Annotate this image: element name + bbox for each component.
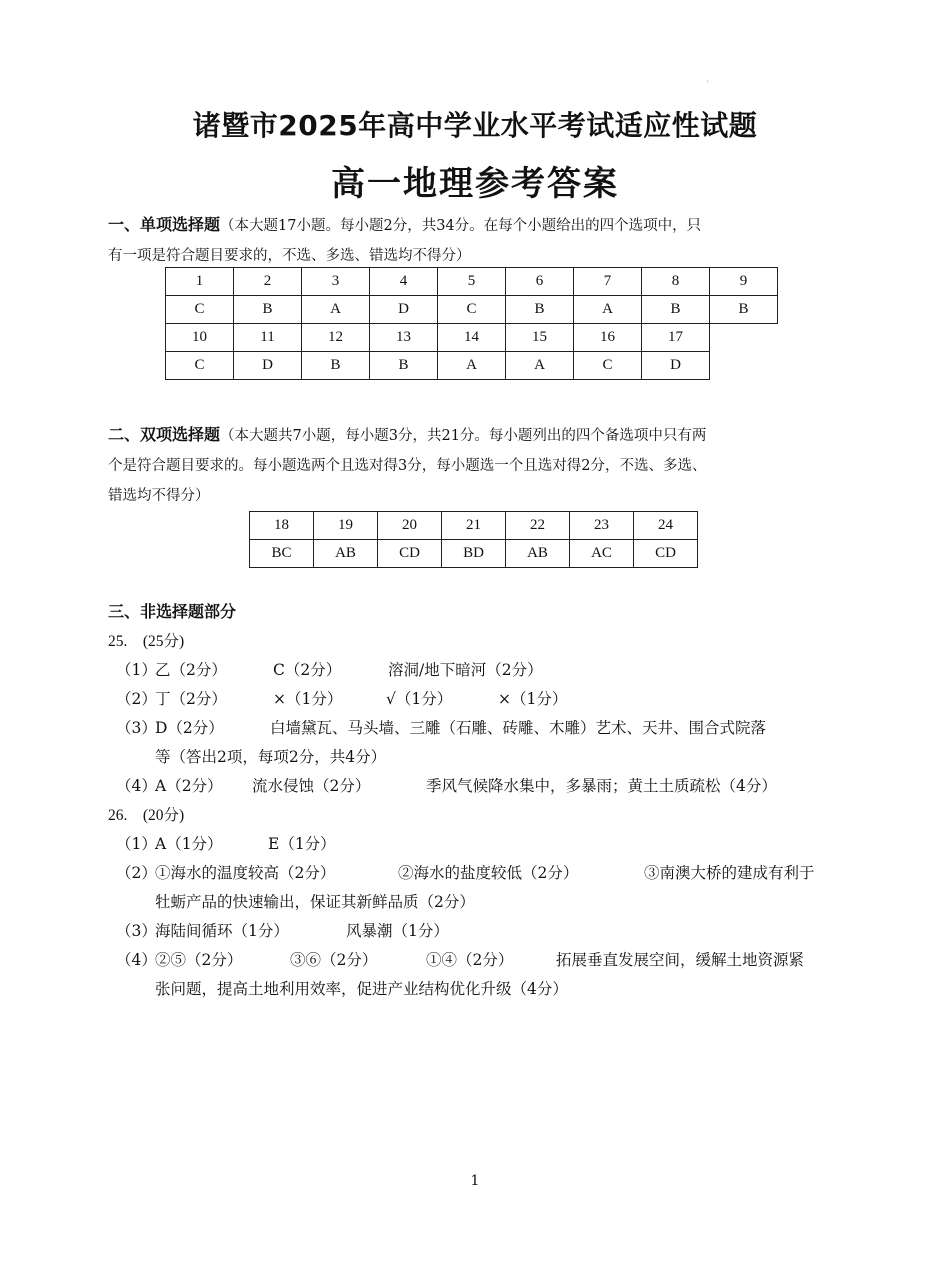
table-cell: 6: [506, 268, 574, 296]
section2-answer-table: [249, 511, 698, 568]
q25-p1-c: 溶洞/地下暗河（2分）: [388, 661, 543, 679]
q26-p4-d: 拓展垂直发展空间，缓解土地资源紧: [556, 951, 805, 969]
q25-p1-label: （1）: [116, 661, 157, 679]
section2-desc-line3: 错选均不得分）: [108, 488, 210, 504]
section1-title: 一、单项选择题: [108, 215, 221, 234]
table-cell: A: [574, 296, 642, 324]
table-cell: 8: [642, 268, 710, 296]
empty-cell: [710, 324, 778, 352]
scan-mark: `: [706, 80, 710, 89]
table-cell: 2: [234, 268, 302, 296]
q26-p2-cont: 牡蛎产品的快速输出，保证其新鲜品质（2分）: [155, 893, 475, 911]
section2-intro: [108, 420, 706, 511]
table-cell: 7: [574, 268, 642, 296]
table-cell: AC: [570, 540, 634, 568]
table-cell: B: [234, 296, 302, 324]
section2-desc-line2: 个是符合题目要求的。每小题选两个且选对得3分，每小题选一个且选对得2分，不选、多选、: [108, 458, 707, 474]
table-cell: D: [234, 352, 302, 380]
q25-p2-b: ×（1分）: [273, 690, 343, 708]
table-cell: A: [438, 352, 506, 380]
table-cell: C: [438, 296, 506, 324]
q26-p1-a: A（1分）: [155, 835, 223, 853]
section3-title: 三、非选择题部分: [108, 602, 237, 621]
q26-p2-b: ②海水的盐度较低（2分）: [398, 864, 579, 882]
table-cell: AB: [314, 540, 378, 568]
table-cell: BC: [250, 540, 314, 568]
table-row: [166, 324, 778, 352]
section2-desc-line1: （本大题共7小题，每小题3分，共21分。每小题列出的四个备选项中只有两: [220, 428, 707, 444]
q25-p1-a: 乙（2分）: [155, 661, 227, 679]
table-cell: B: [710, 296, 778, 324]
table-cell: 14: [438, 324, 506, 352]
table-cell: AB: [506, 540, 570, 568]
q26-p2-a: ①海水的温度较高（2分）: [155, 864, 336, 882]
table-cell: D: [642, 352, 710, 380]
table-cell: 4: [370, 268, 438, 296]
table-cell: 10: [166, 324, 234, 352]
q26-p4-c: ①④（2分）: [426, 951, 514, 969]
q26-p1-label: （1）: [116, 835, 157, 853]
q26-p2-label: （2）: [116, 864, 157, 882]
q25-p2-d: ×（1分）: [498, 690, 568, 708]
section1-desc-line2: 有一项是符合题目要求的，不选、多选、错选均不得分）: [108, 248, 471, 264]
table-cell: 5: [438, 268, 506, 296]
table-cell: 21: [442, 512, 506, 540]
table-cell: B: [642, 296, 710, 324]
table-cell: 18: [250, 512, 314, 540]
table-cell: 16: [574, 324, 642, 352]
q25-header: 25. (25分): [108, 633, 185, 650]
table-cell: A: [302, 296, 370, 324]
q26-p4-b: ③⑥（2分）: [290, 951, 378, 969]
exam-title: 诸暨市2025年高中学业水平考试适应性试题: [192, 109, 758, 142]
q25-p2-c: √（1分）: [386, 690, 453, 708]
table-cell: D: [370, 296, 438, 324]
table-cell: A: [506, 352, 574, 380]
q25-p2-a: 丁（2分）: [155, 690, 227, 708]
table-row: [166, 296, 778, 324]
table-cell: 13: [370, 324, 438, 352]
table-cell: 12: [302, 324, 370, 352]
q25-p4-label: （4）: [116, 777, 157, 795]
q25-p4-b: 流水侵蚀（2分）: [252, 777, 371, 795]
q25-p4-a: A（2分）: [155, 777, 223, 795]
q26-header: 26. (20分): [108, 807, 185, 824]
q26-p4-cont: 张问题，提高土地利用效率，促进产业结构优化升级（4分）: [155, 980, 568, 998]
q26-p3-a: 海陆间循环（1分）: [155, 922, 289, 940]
table-cell: 19: [314, 512, 378, 540]
q26-p3-b: 风暴潮（1分）: [346, 922, 449, 940]
q25-p1-b: C（2分）: [273, 661, 342, 679]
section2-title: 二、双项选择题: [108, 425, 221, 444]
table-cell: C: [166, 296, 234, 324]
q25-p3-a: D（2分）: [155, 719, 224, 737]
q26-p4-label: （4）: [116, 951, 157, 969]
table-cell: 22: [506, 512, 570, 540]
q25-p3-b: 白墙黛瓦、马头墙、三雕（石雕、砖雕、木雕）艺术、天井、围合式院落: [270, 719, 767, 737]
page-number: 1: [470, 1173, 480, 1189]
table-cell: 1: [166, 268, 234, 296]
table-cell: 17: [642, 324, 710, 352]
table-cell: C: [574, 352, 642, 380]
q26-p4-a: ②⑤（2分）: [155, 951, 243, 969]
table-cell: 11: [234, 324, 302, 352]
table-cell: B: [370, 352, 438, 380]
table-cell: 23: [570, 512, 634, 540]
q25-p2-label: （2）: [116, 690, 157, 708]
table-cell: B: [506, 296, 574, 324]
section1-answer-table: [165, 267, 778, 380]
table-cell: 9: [710, 268, 778, 296]
table-cell: BD: [442, 540, 506, 568]
table-cell: 24: [634, 512, 698, 540]
table-cell: CD: [378, 540, 442, 568]
table-cell: C: [166, 352, 234, 380]
answer-key-title: 高一地理参考答案: [331, 164, 619, 204]
table-row: [166, 268, 778, 296]
table-row: [250, 512, 698, 540]
q26-p3-label: （3）: [116, 922, 157, 940]
section1-intro: [108, 210, 701, 271]
table-cell: CD: [634, 540, 698, 568]
q25-p4-c: 季风气候降水集中，多暴雨；黄土土质疏松（4分）: [426, 777, 777, 795]
q26-p2-c: ③南澳大桥的建成有利于: [644, 864, 815, 882]
table-cell: 3: [302, 268, 370, 296]
table-cell: 15: [506, 324, 574, 352]
table-cell: 20: [378, 512, 442, 540]
empty-cell: [710, 352, 778, 380]
table-cell: B: [302, 352, 370, 380]
table-row: [250, 540, 698, 568]
q25-p3-cont: 等（答出2项，每项2分，共4分）: [155, 748, 387, 766]
q26-p1-b: E（1分）: [268, 835, 336, 853]
table-row: [166, 352, 778, 380]
q25-p3-label: （3）: [116, 719, 157, 737]
section1-desc-line1: （本大题17小题。每小题2分，共34分。在每个小题给出的四个选项中，只: [220, 218, 702, 234]
